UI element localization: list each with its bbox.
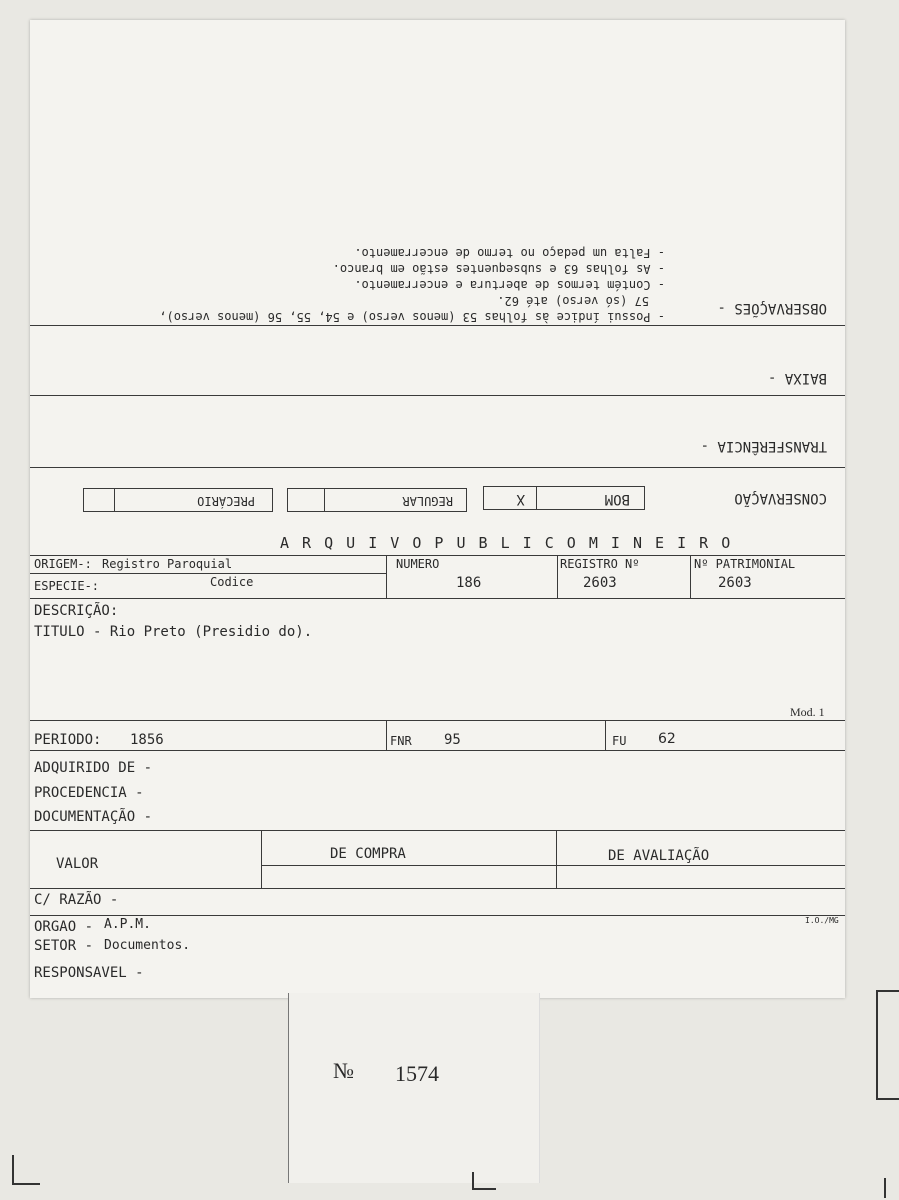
number-value: 1574 — [395, 1061, 439, 1086]
periodo-value: 1856 — [130, 732, 164, 748]
obs-line-5: - Falta um pedaço no termo de encerramento. — [354, 246, 665, 260]
upside-down-section — [30, 20, 845, 520]
io-mark: I.O./MG — [805, 916, 839, 925]
adquirido-label: ADQUIRIDO DE - — [34, 760, 153, 776]
conservacao-label: CONSERVAÇÃO — [734, 490, 827, 506]
precario-label: PRECÁRIO — [197, 494, 255, 508]
baixa-label: BAIXA - — [767, 370, 827, 386]
de-compra-label: DE COMPRA — [330, 846, 406, 862]
fu-label: FU — [612, 734, 627, 748]
bom-mark: X — [516, 491, 525, 507]
mod-label: Mod. 1 — [790, 705, 825, 719]
patrimonial-label: Nº PATRIMONIAL — [694, 557, 796, 571]
fnr-label: FNR — [390, 734, 412, 748]
especie-value: Codice — [210, 575, 254, 589]
transferencia-label: TRANSFERÊNCIA - — [700, 438, 827, 454]
obs-line-4: - As folhas 63 e subsequentes estão em branco. — [332, 262, 665, 276]
regular-label: REGULAR — [402, 494, 453, 508]
razao-label: C/ RAZÃO - — [34, 892, 119, 908]
responsavel-label: RESPONSAVEL - — [34, 965, 144, 981]
numero-value: 186 — [456, 575, 482, 591]
orgao-label: ORGAO - — [34, 919, 94, 935]
obs-line-2: 57 (só verso) até 62. — [497, 294, 649, 308]
registro-value: 2603 — [583, 575, 617, 591]
patrimonial-value: 2603 — [718, 575, 752, 591]
fnr-value: 95 — [444, 732, 461, 748]
number-symbol: № — [333, 1058, 354, 1083]
corner-mark-left — [12, 1155, 14, 1185]
number-stub — [288, 993, 540, 1183]
descricao-label: DESCRIÇÃO: — [34, 603, 119, 619]
titulo-line: TITULO - Rio Preto (Presidio do). — [34, 624, 313, 640]
setor-label: SETOR - — [34, 938, 94, 954]
institution-header: A R Q U I V O P U B L I C O M I N E I R O — [280, 534, 733, 552]
documentacao-label: DOCUMENTAÇÃO - — [34, 809, 153, 825]
obs-line-3: - Contém termos de abertura e encerramento. — [354, 278, 665, 292]
origem-value: Registro Paroquial — [102, 557, 233, 571]
procedencia-label: PROCEDENCIA - — [34, 785, 144, 801]
registro-label: REGISTRO Nº — [560, 557, 640, 571]
setor-value: Documentos. — [104, 938, 191, 953]
especie-label: ESPECIE-: — [34, 579, 100, 593]
orgao-value: A.P.M. — [104, 917, 151, 932]
valor-label: VALOR — [56, 856, 99, 872]
index-card — [30, 20, 845, 998]
fu-value: 62 — [658, 731, 676, 747]
periodo-label: PERIODO: — [34, 732, 102, 748]
numero-label: NUMERO — [396, 557, 440, 571]
de-avaliacao-label: DE AVALIAÇÃO — [608, 848, 710, 864]
bom-label: BOM — [604, 491, 630, 507]
right-bracket — [876, 990, 878, 1100]
obs-line-1: - Possui índice às folhas 53 (menos verso) e 54, 55, 56 (menos verso), — [159, 310, 665, 324]
origem-label: ORIGEM-: — [34, 557, 92, 571]
observacoes-label: OBSERVAÇÕES - — [717, 300, 827, 316]
